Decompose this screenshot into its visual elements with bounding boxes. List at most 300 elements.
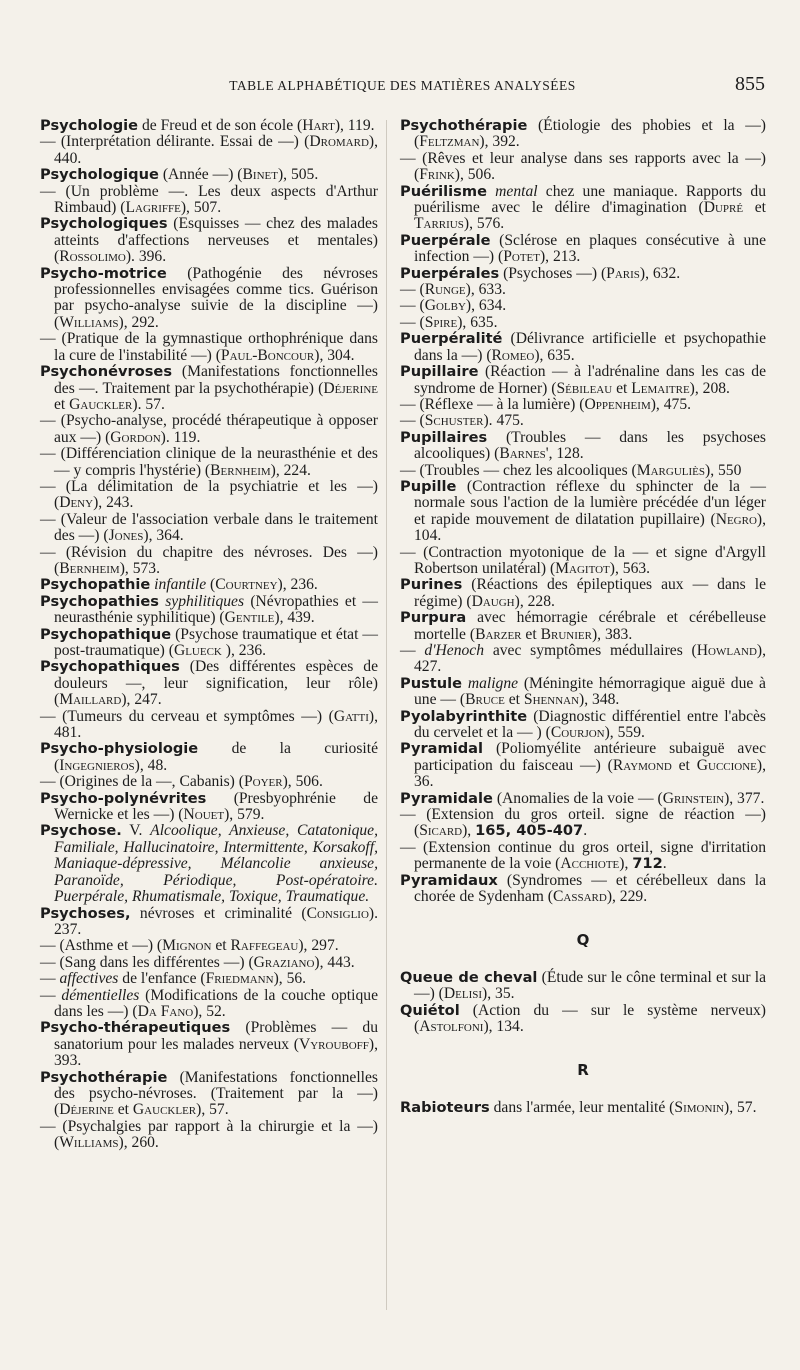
- author-name: Vyrouboff: [298, 1035, 369, 1053]
- index-subentry: [400, 545, 766, 578]
- author-name: Grinstein: [662, 789, 725, 807]
- entry-text: ), 632.: [639, 264, 681, 282]
- author-name: Maillard: [59, 691, 122, 709]
- index-entry: [400, 1003, 766, 1036]
- index-entry: [400, 118, 766, 151]
- author-name: Déjerine: [59, 1101, 114, 1119]
- index-entry: [400, 709, 766, 742]
- author-name: Magitot: [555, 559, 610, 577]
- author-name: Potet: [503, 248, 540, 266]
- entry-text: (Méningite hémorragique aiguë due à une — (: [414, 674, 766, 709]
- page-number: 855: [735, 73, 765, 95]
- author-name: Courtney: [215, 576, 278, 594]
- author-name: Binet: [242, 166, 278, 184]
- author-name: Negro: [715, 510, 757, 528]
- index-subentry: [40, 479, 378, 512]
- left-column: [40, 118, 378, 1152]
- index-entry: [400, 1100, 766, 1116]
- entry-text: ), 208.: [689, 379, 730, 397]
- entry-text: ). 57.: [132, 395, 165, 413]
- entry-text: —: [40, 970, 60, 988]
- entry-text: (Étude sur le cône terminal et sur la —) (: [414, 968, 767, 1003]
- entry-heading: Psychopathique: [40, 625, 172, 643]
- entry-text: (Réaction — à l'adrénaline dans les cas de syndrome de Horner) (: [414, 363, 766, 397]
- entry-heading: Pyramidal: [400, 740, 484, 758]
- entry-text: et: [743, 199, 767, 217]
- entry-heading: Psychopathie: [40, 576, 151, 594]
- entry-text: (Manifestations fonctionnelles des —. Traitement par la psychothérapie) (: [54, 363, 378, 397]
- entry-text: (Manifestations fonctionnelles des psycho-névroses. (Traitement par la —) (: [54, 1068, 378, 1119]
- index-subentry: [40, 512, 378, 545]
- author-name: Raymond: [612, 756, 672, 774]
- entry-heading: Psychopathies: [40, 592, 159, 610]
- entry-text: ), 427.: [414, 642, 766, 676]
- entry-text: ), 56.: [273, 970, 307, 988]
- author-name: Consiglio: [306, 904, 369, 922]
- author-name: Sicard: [419, 822, 463, 840]
- author-name: Golby: [424, 297, 466, 315]
- index-subentry: [400, 413, 766, 429]
- entry-heading: Puerpérale: [400, 231, 491, 249]
- entry-text: ), 236.: [221, 642, 267, 659]
- entry-text: .: [583, 822, 588, 840]
- entry-text: — (Asthme et —) (: [40, 937, 163, 955]
- index-entry: [400, 233, 766, 266]
- entry-text: ), 377.: [724, 789, 765, 807]
- entry-heading: Psycho-motrice: [40, 264, 167, 282]
- entry-heading: Purines: [400, 576, 463, 594]
- author-name: Friedmann: [205, 970, 274, 988]
- entry-text: — (: [400, 313, 425, 331]
- author-name: Gauckler: [132, 1101, 197, 1119]
- entry-text: ), 57.: [196, 1101, 229, 1119]
- entry-text: ), 229.: [606, 888, 648, 906]
- entry-heading: Psychose.: [40, 822, 122, 840]
- entry-text: — (Psychalgies par rapport à la chirurgie et la —) (: [40, 1117, 378, 1152]
- entry-text: (Esquisses — chez des malades atteints d'affections nerveuses et mentales) (: [54, 215, 378, 266]
- entry-text: — (Différenciation clinique de la neurasthénie et des — y compris l'hystérie) (: [40, 445, 378, 479]
- author-name: Lagriffe: [125, 199, 181, 217]
- author-name: Bernheim: [59, 559, 120, 577]
- author-name: Graziano: [253, 953, 315, 971]
- entry-text: — (: [400, 297, 425, 315]
- index-entry: [40, 167, 378, 183]
- italic-term: syphilitiques: [165, 592, 245, 610]
- index-entry: [400, 479, 766, 545]
- entry-text: ), 236.: [277, 576, 318, 594]
- entry-text: (: [206, 576, 216, 594]
- entry-text: ), 104.: [414, 510, 766, 545]
- author-name: Rossolimo: [59, 248, 126, 266]
- entry-text: ), 439.: [274, 609, 315, 627]
- index-entry: [40, 627, 378, 660]
- index-entry: [400, 741, 766, 790]
- entry-text: avec hémorragie cérébrale et cérébelleuse mortelle (: [414, 609, 766, 643]
- entry-text: — (Troubles — chez les alcooliques (: [400, 461, 637, 479]
- entry-text: avec symptômes médullaires (: [484, 642, 697, 659]
- entry-text: ), 247.: [121, 691, 162, 709]
- index-entry: [40, 1070, 378, 1119]
- author-name: Gordon: [110, 428, 161, 446]
- author-name: Shennan: [523, 691, 580, 709]
- author-name: Schuster: [424, 412, 484, 430]
- entry-text: ), 392.: [479, 133, 520, 151]
- entry-text: — (Valeur de l'association verbale dans le traitement des —) (: [40, 510, 378, 545]
- author-name: Runge: [424, 281, 466, 299]
- entry-text: — (Extension du gros orteil. signe de réaction —) (: [400, 806, 766, 840]
- entry-text: (Délivrance artificielle et psychopathie dans la —) (: [414, 330, 766, 364]
- author-name: Mignon: [162, 937, 212, 955]
- entry-text: chez une maniaque. Rapports du puérilisme avec le délire d'imagination (: [414, 182, 767, 217]
- entry-text: — (Un problème —. Les deux aspects d'Arthur Rimbaud) (: [40, 182, 378, 217]
- entry-text: et: [54, 395, 70, 413]
- entry-text: (Année —) (: [158, 166, 243, 184]
- entry-heading: Pupillaire: [400, 363, 479, 381]
- entry-text: [487, 183, 495, 200]
- entry-heading: Psychoses,: [40, 904, 131, 922]
- entry-text: ), 48.: [134, 756, 168, 774]
- entry-text: et: [521, 625, 541, 643]
- entry-text: de Freud et de son école (: [138, 117, 303, 134]
- section-letter-r: R: [577, 1060, 589, 1079]
- author-name: Brunier: [540, 625, 592, 643]
- entry-text: V.: [121, 822, 151, 840]
- entry-heading: Puerpéralité: [400, 330, 503, 348]
- index-entry: [40, 364, 378, 413]
- entry-heading: Psychopathiques: [40, 658, 180, 676]
- entry-text: (Modifications de la couche optique dans les —) (: [54, 986, 378, 1020]
- entry-text: et: [113, 1101, 133, 1119]
- entry-text: ), 134.: [483, 1018, 524, 1036]
- italic-term: affectives: [59, 970, 119, 988]
- author-name: Guccione: [696, 756, 757, 774]
- entry-heading: Puerpérales: [400, 264, 500, 282]
- index-subentry: [40, 971, 378, 987]
- entry-text: ), 213.: [539, 248, 581, 266]
- index-subentry: [40, 1119, 378, 1152]
- author-name: Raffegeau: [230, 937, 299, 955]
- entry-text: (Psychose traumatique et état — post-traumatique) (: [54, 625, 378, 659]
- index-subentry: [40, 955, 378, 971]
- entry-heading: Pyramidaux: [400, 871, 498, 889]
- author-name: Gatti: [333, 707, 369, 725]
- index-subentry: [400, 151, 766, 184]
- index-subentry: [400, 807, 766, 840]
- entry-text: ). 475.: [483, 412, 524, 430]
- entry-heading: Psycho-polynévrites: [40, 789, 207, 807]
- page-reference-bold: 165, 405-407: [475, 822, 584, 840]
- index-subentry: [400, 282, 766, 298]
- index-subentry: [400, 643, 766, 676]
- entry-text: — (Révision du chapitre des névroses. Des —) (: [40, 543, 378, 577]
- entry-text: (Contraction réflexe du sphincter de la — normale sous l'action de la lumière précédée d'un léger et rapide mouvement de dilatation pupillaire) (: [414, 477, 766, 528]
- index-subentry: [40, 134, 378, 167]
- index-entry: [40, 216, 378, 265]
- entry-text: ), 507.: [180, 199, 222, 217]
- right-column: [400, 118, 766, 1116]
- entry-text: — (Contraction myotonique de la — et signe d'Argyll Robertson unilatéral) (: [400, 543, 766, 577]
- entry-text: ), 576.: [463, 215, 505, 233]
- entry-text: ), 119.: [334, 117, 375, 134]
- entry-text: ), 550: [705, 461, 742, 479]
- author-name: Barnes: [499, 445, 546, 463]
- entry-text: (Action du — sur le système nerveux) (: [414, 1001, 766, 1036]
- author-name: Nouet: [183, 806, 225, 824]
- entry-text: ), 228.: [514, 592, 555, 610]
- entry-text: ), 393.: [54, 1035, 378, 1070]
- entry-heading: Pustule: [400, 674, 463, 692]
- entry-text: ), 481.: [54, 707, 378, 742]
- author-name: Dromard: [309, 133, 369, 151]
- author-name: Jones: [108, 527, 144, 545]
- entry-text: — (La délimitation de la psychiatrie et les —) (: [40, 477, 378, 512]
- index-entry: [40, 1020, 378, 1069]
- entry-heading: Queue de cheval: [400, 968, 538, 986]
- italic-term: Alcoolique, Anxieuse, Catatonique, Familiale, Hallucinatoire, Intermittente, Korsakoff, Maniaque-dépressive, Mélancolie anxieuse, Paranoïde, Périodique, Post-opératoire. Puerpérale, Rhumatismale, Toxique, Traumatique.: [54, 822, 378, 906]
- entry-text: —: [40, 986, 62, 1004]
- author-name: Dupré: [703, 199, 744, 217]
- entry-text: et: [211, 937, 231, 955]
- index-entry: [40, 659, 378, 708]
- author-name: Gentile: [224, 609, 275, 627]
- entry-text: ), 573.: [119, 559, 160, 577]
- index-entry: [400, 364, 766, 397]
- author-name: Romeo: [491, 346, 535, 364]
- entry-heading: Psycho-physiologie: [40, 740, 199, 758]
- entry-text: ), 260.: [118, 1134, 159, 1152]
- entry-text: (Syndromes — et cérébelleux dans la chorée de Sydenham (: [414, 871, 766, 906]
- entry-text: (Problèmes — du sanatorium pour les malades nerveux (: [54, 1019, 378, 1053]
- entry-text: ), 35.: [482, 985, 515, 1003]
- entry-text: (Psychoses —) (: [499, 264, 607, 282]
- entry-text: (Presbyophrénie de Wernicke et les —) (: [54, 789, 378, 824]
- index-entry: [40, 594, 378, 627]
- entry-heading: Psychologiques: [40, 215, 168, 233]
- index-subentry: [400, 298, 766, 314]
- author-name: Oppenheim: [584, 395, 651, 413]
- author-name: Astolfoni: [419, 1018, 484, 1036]
- entry-text: ),: [462, 822, 476, 840]
- author-name: Paris: [606, 264, 640, 282]
- index-subentry: [400, 463, 766, 479]
- entry-text: ), 57.: [724, 1098, 757, 1116]
- entry-text: (Sclérose en plaques consécutive à une infection —) (: [414, 231, 766, 266]
- author-name: Deny: [59, 494, 94, 512]
- index-subentry: [40, 709, 378, 742]
- index-entry: [40, 823, 378, 905]
- entry-text: (Anomalies de la voie — (: [492, 789, 663, 807]
- entry-text: ), 579.: [224, 806, 265, 824]
- entry-text: .: [662, 855, 667, 873]
- entry-text: dans l'armée, leur mentalité (: [489, 1098, 675, 1116]
- author-name: Simonin: [674, 1098, 725, 1116]
- entry-heading: Pyramidale: [400, 789, 493, 807]
- entry-text: ), 475.: [650, 395, 692, 413]
- author-name: Williams: [59, 1134, 119, 1152]
- entry-text: ), 563.: [609, 559, 651, 577]
- index-entry: [400, 970, 766, 1003]
- author-name: Acchiote: [560, 855, 620, 873]
- column-divider: [386, 120, 387, 1310]
- entry-text: ), 634.: [465, 297, 507, 315]
- author-name: Paul-Boncour: [220, 346, 315, 364]
- entry-heading: Puérilisme: [400, 182, 487, 200]
- entry-text: (Diagnostic différentiel entre l'abcès du cervelet et la — ) (: [414, 707, 766, 742]
- index-subentry: [40, 413, 378, 446]
- entry-text: — (Origines de la —, Cabanis) (: [40, 773, 244, 791]
- entry-heading: Purpura: [400, 609, 467, 627]
- entry-text: — (Sang dans les différentes —) (: [40, 953, 254, 971]
- entry-text: — (Rêves et leur analyse dans ses rapports avec la —) (: [400, 149, 766, 184]
- index-subentry: [40, 774, 378, 790]
- entry-text: — (Tumeurs du cerveau et symptômes —) (: [40, 707, 334, 725]
- author-name: Marguliès: [636, 461, 706, 479]
- entry-text: ), 224.: [270, 461, 311, 479]
- entry-text: — (Psycho-analyse, procédé thérapeutique à opposer aux —) (: [40, 412, 378, 446]
- entry-heading: Psycho-thérapeutiques: [40, 1019, 231, 1037]
- section-letter-q: Q: [576, 930, 590, 949]
- entry-text: — (Pratique de la gymnastique orthophrénique dans la cure de l'instabilité —) (: [40, 330, 378, 364]
- entry-text: ),: [619, 855, 633, 873]
- entry-heading: Psychonévroses: [40, 363, 172, 381]
- author-name: Cassard: [553, 888, 607, 906]
- index-entry: [400, 791, 766, 807]
- entry-text: de la curiosité (: [54, 740, 378, 774]
- author-name: Tarrius: [414, 215, 464, 233]
- entry-text: ), 506.: [454, 166, 496, 184]
- entry-text: ), 52.: [193, 1002, 226, 1020]
- author-name: Lemaitre: [631, 379, 690, 397]
- entry-text: névroses et criminalité (: [130, 904, 307, 922]
- entry-heading: Psychologique: [40, 166, 159, 184]
- author-name: Daugh: [471, 592, 515, 610]
- author-name: Glueck: [173, 642, 222, 659]
- author-name: Déjerine: [323, 379, 378, 397]
- entry-heading: Quiétol: [400, 1001, 460, 1019]
- entry-text: et: [671, 756, 697, 774]
- index-entry: [400, 577, 766, 610]
- entry-text: ), 297.: [298, 937, 339, 955]
- index-subentry: [40, 446, 378, 479]
- italic-term: maligne: [467, 674, 519, 692]
- author-name: Sébileau: [556, 379, 613, 397]
- author-name: Hart: [302, 117, 335, 134]
- entry-text: ), 505.: [277, 166, 319, 184]
- index-subentry: [40, 184, 378, 217]
- entry-text: ), 243.: [93, 494, 134, 512]
- entry-text: ', 128.: [545, 445, 584, 463]
- entry-text: — (Extension continue du gros orteil, signe d'irritation permanente de la voie (: [400, 838, 766, 873]
- entry-text: — (: [400, 281, 425, 299]
- italic-term: infantile: [154, 576, 207, 594]
- index-entry: [400, 676, 766, 709]
- entry-heading: Psychothérapie: [400, 117, 528, 134]
- author-name: Feltzman: [419, 133, 480, 151]
- entry-text: — (: [400, 412, 425, 430]
- author-name: Courjon: [550, 724, 605, 742]
- author-name: Gauckler: [69, 395, 133, 413]
- entry-text: — (Interprétation délirante. Essai de —) (: [40, 133, 310, 151]
- entry-text: ), 364.: [143, 527, 184, 545]
- index-entry: [400, 873, 766, 906]
- author-name: Spire: [424, 313, 458, 331]
- index-entry: [400, 266, 766, 282]
- entry-text: ). 119.: [160, 428, 201, 446]
- entry-text: ), 506.: [282, 773, 323, 791]
- author-name: Bruce: [465, 691, 505, 709]
- entry-text: ), 633.: [465, 281, 506, 299]
- index-entry: [40, 118, 378, 134]
- italic-term: démentielles: [61, 986, 140, 1004]
- entry-text: (Poliomyélite antérieure subaiguë avec participation du faisceau —) (: [414, 740, 766, 774]
- entry-heading: Psychothérapie: [40, 1068, 168, 1086]
- entry-text: ), 559.: [604, 724, 645, 742]
- index-entry: [400, 430, 766, 463]
- entry-text: (Pathogénie des névroses professionnelles envisagées comme tics. Guérison par psycho-analyse suivie de la discipline —) (: [54, 264, 378, 331]
- entry-text: et: [612, 379, 632, 397]
- index-subentry: [40, 988, 378, 1021]
- entry-heading: Pupille: [400, 477, 457, 495]
- entry-text: (Névropathies et — neurasthénie syphilitique) (: [54, 592, 379, 627]
- entry-text: ), 635.: [534, 346, 575, 364]
- author-name: Poyer: [243, 773, 283, 791]
- author-name: Da Fano: [137, 1002, 194, 1020]
- entry-heading: Pupillaires: [400, 428, 488, 446]
- entry-text: (Étiologie des phobies et la —) (: [414, 117, 766, 151]
- index-subentry: [400, 840, 766, 873]
- author-name: Frink: [419, 166, 455, 184]
- entry-text: et: [504, 691, 524, 709]
- entry-text: ). 237.: [54, 904, 378, 938]
- author-name: Ingegnieros: [59, 756, 135, 774]
- author-name: Howland: [696, 642, 757, 659]
- page-reference-bold: 712: [632, 855, 663, 873]
- entry-text: — (Réflexe — à la lumière) (: [400, 395, 585, 413]
- index-subentry: [40, 331, 378, 364]
- index-entry: [40, 906, 378, 939]
- italic-term: d'Henoch: [424, 642, 485, 659]
- index-entry: [40, 266, 378, 332]
- entry-text: ), 443.: [314, 953, 355, 971]
- index-subentry: [40, 938, 378, 954]
- entry-text: (Troubles — dans les psychoses alcooliques) (: [414, 428, 766, 463]
- entry-text: ), 383.: [591, 625, 633, 643]
- running-title: TABLE ALPHABÉTIQUE DES MATIÈRES ANALYSÉES: [229, 78, 576, 93]
- index-subentry: [400, 315, 766, 331]
- entry-text: ), 635.: [457, 313, 498, 331]
- entry-heading: Psychologie: [40, 117, 139, 134]
- entry-heading: Pyolabyrinthite: [400, 707, 528, 725]
- entry-text: ), 440.: [54, 133, 378, 167]
- index-entry: [400, 610, 766, 643]
- entry-text: (Des différentes espèces de douleurs —, leur signification, leur rôle) (: [54, 658, 378, 709]
- entry-text: (Réactions des épileptiques aux — dans le régime) (: [414, 576, 766, 610]
- entry-text: ), 304.: [314, 346, 355, 364]
- author-name: Barzer: [475, 625, 522, 643]
- entry-text: ), 292.: [118, 313, 159, 331]
- index-entry: [400, 331, 766, 364]
- index-entry: [400, 184, 766, 233]
- italic-term: mental: [495, 182, 538, 200]
- entry-text: de l'enfance (: [118, 970, 206, 988]
- index-entry: [40, 741, 378, 774]
- index-subentry: [400, 397, 766, 413]
- entry-text: ), 36.: [414, 756, 766, 791]
- author-name: Delisi: [443, 985, 483, 1003]
- index-entry: [40, 791, 378, 824]
- entry-text: ). 396.: [125, 248, 167, 266]
- entry-text: ), 348.: [579, 691, 620, 709]
